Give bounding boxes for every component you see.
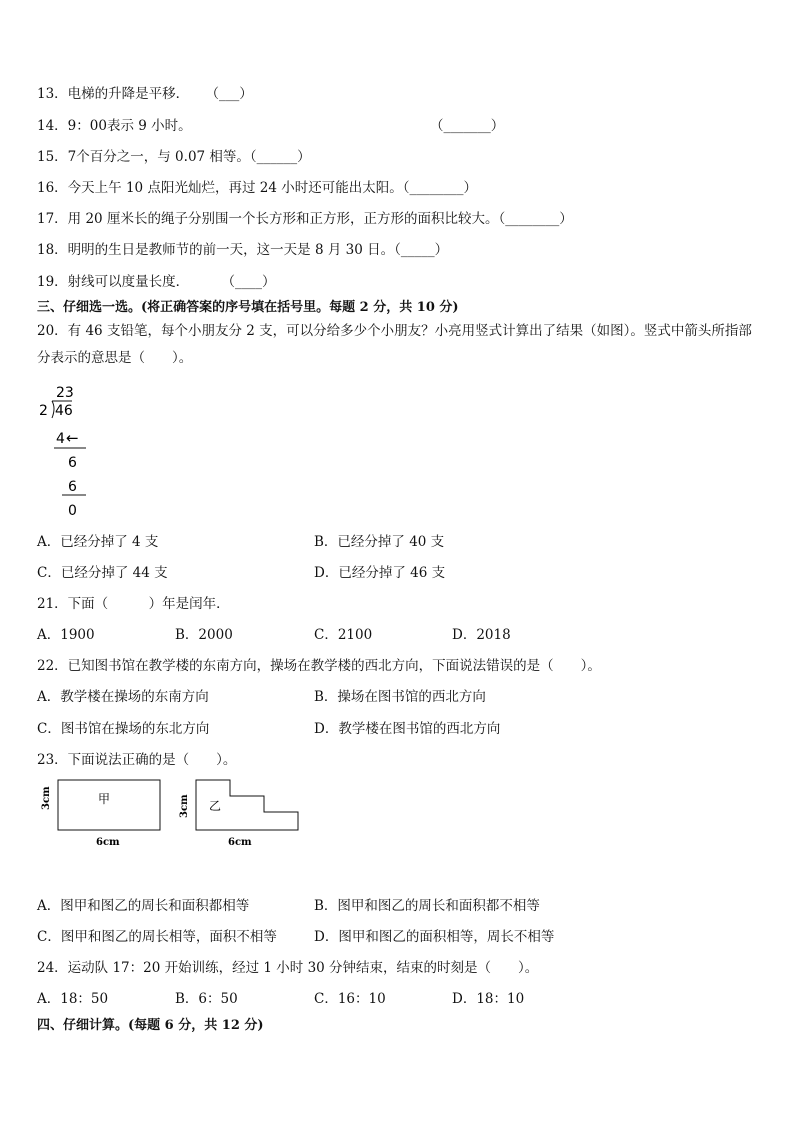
option-c[interactable]: C．图书馆在操场的东北方向 <box>37 721 210 737</box>
division-quotient: 23 <box>56 385 74 401</box>
option-b[interactable]: B．2000 <box>175 627 233 643</box>
question-text: 13．电梯的升降是平移． <box>37 86 190 102</box>
question-24-text: 24．运动队 17：20 开始训练，经过 1 小时 30 分钟结束，结束的时刻是（ ）。 <box>37 960 539 976</box>
division-dividend: 46 <box>55 403 73 419</box>
division-bracket <box>52 401 54 418</box>
arrow-left-icon: ← <box>66 429 79 447</box>
figure-yi-label: 乙 <box>209 799 222 813</box>
question-14 <box>37 114 505 134</box>
answer-blank[interactable]: （_____） <box>394 242 449 258</box>
figure-jia-height: 3cm <box>41 786 52 810</box>
question-21-text: 21．下面（ ）年是闰年． <box>37 596 230 612</box>
option-b[interactable]: B．操场在图书馆的西北方向 <box>314 689 486 705</box>
answer-blank[interactable]: （___） <box>205 86 253 102</box>
question-text: 15．7个百分之一，与 0.07 相等。 <box>37 149 250 165</box>
answer-blank[interactable]: （______） <box>249 149 311 165</box>
answer-blank[interactable]: （_______） <box>430 118 505 134</box>
figure-jia-label: 甲 <box>98 792 111 806</box>
option-d[interactable]: D．图甲和图乙的面积相等，周长不相等 <box>314 929 555 945</box>
option-a[interactable]: A．图甲和图乙的周长和面积都相等 <box>37 898 250 914</box>
option-c[interactable]: C．图甲和图乙的周长相等，面积不相等 <box>37 929 277 945</box>
option-c[interactable]: C．2100 <box>314 627 373 643</box>
figure-jia-width: 6cm <box>96 837 120 848</box>
answer-blank[interactable]: （________） <box>498 211 573 227</box>
option-c[interactable]: C．16：10 <box>314 991 386 1007</box>
section-heading-4: 四、仔细计算。(每题 6 分，共 12 分) <box>37 1018 264 1033</box>
division-remainder2: 0 <box>68 503 77 519</box>
question-20-text: 20．有 46 支铅笔，每个小朋友分 2 支，可以分给多少个小朋友？小亮用竖式计算出了结果（如图）。竖式中箭头所指部分表示的意思是（ ）。 <box>37 323 752 366</box>
option-d[interactable]: D．18：10 <box>452 991 525 1007</box>
question-15 <box>37 145 311 165</box>
question-19 <box>37 270 275 290</box>
option-b[interactable]: B．已经分掉了 40 支 <box>314 534 445 550</box>
question-text: 14．9：00表示 9 小时。 <box>37 118 192 134</box>
long-division-figure <box>36 380 116 520</box>
question-text: 18．明明的生日是教师节的前一天，这一天是 8 月 30 日。 <box>37 242 395 258</box>
division-divisor: 2 <box>39 403 48 419</box>
question-16 <box>37 176 477 196</box>
option-a[interactable]: A．1900 <box>37 627 95 643</box>
question-text: 17．用 20 厘米长的绳子分别围一个长方形和正方形，正方形的面积比较大。 <box>37 211 499 227</box>
question-22-text: 22．已知图书馆在教学楼的东南方向，操场在教学楼的西北方向，下面说法错误的是（ ）。 <box>37 658 601 674</box>
question-17 <box>37 207 573 227</box>
option-d[interactable]: D．2018 <box>452 627 511 643</box>
question-23-text: 23．下面说法正确的是（ ）。 <box>37 752 237 768</box>
question-text: 16．今天上午 10 点阳光灿烂，再过 24 小时还可能出太阳。 <box>37 180 403 196</box>
option-d[interactable]: D．教学楼在图书馆的西北方向 <box>314 721 501 737</box>
answer-blank[interactable]: （____） <box>221 274 276 290</box>
section-heading-3: 三、仔细选一选。(将正确答案的序号填在括号里。每题 2 分，共 10 分) <box>37 300 459 315</box>
question-18 <box>37 238 448 258</box>
option-a[interactable]: A．18：50 <box>37 991 109 1007</box>
option-c[interactable]: C．已经分掉了 44 支 <box>37 565 168 581</box>
answer-blank[interactable]: （________） <box>402 180 477 196</box>
option-b[interactable]: B．6：50 <box>175 991 238 1007</box>
option-a[interactable]: A．已经分掉了 4 支 <box>37 534 159 550</box>
option-a[interactable]: A．教学楼在操场的东南方向 <box>37 689 209 705</box>
option-b[interactable]: B．图甲和图乙的周长和面积都不相等 <box>314 898 540 914</box>
question-13 <box>37 82 253 102</box>
division-remainder1: 6 <box>68 455 77 471</box>
division-step1: 4 <box>56 431 65 447</box>
shape-figures <box>36 772 306 852</box>
option-d[interactable]: D．已经分掉了 46 支 <box>314 565 446 581</box>
question-text: 19．射线可以度量长度． <box>37 274 190 290</box>
division-step2: 6 <box>68 479 77 495</box>
figure-yi-width: 6cm <box>228 837 252 848</box>
figure-yi-height: 3cm <box>179 794 190 818</box>
